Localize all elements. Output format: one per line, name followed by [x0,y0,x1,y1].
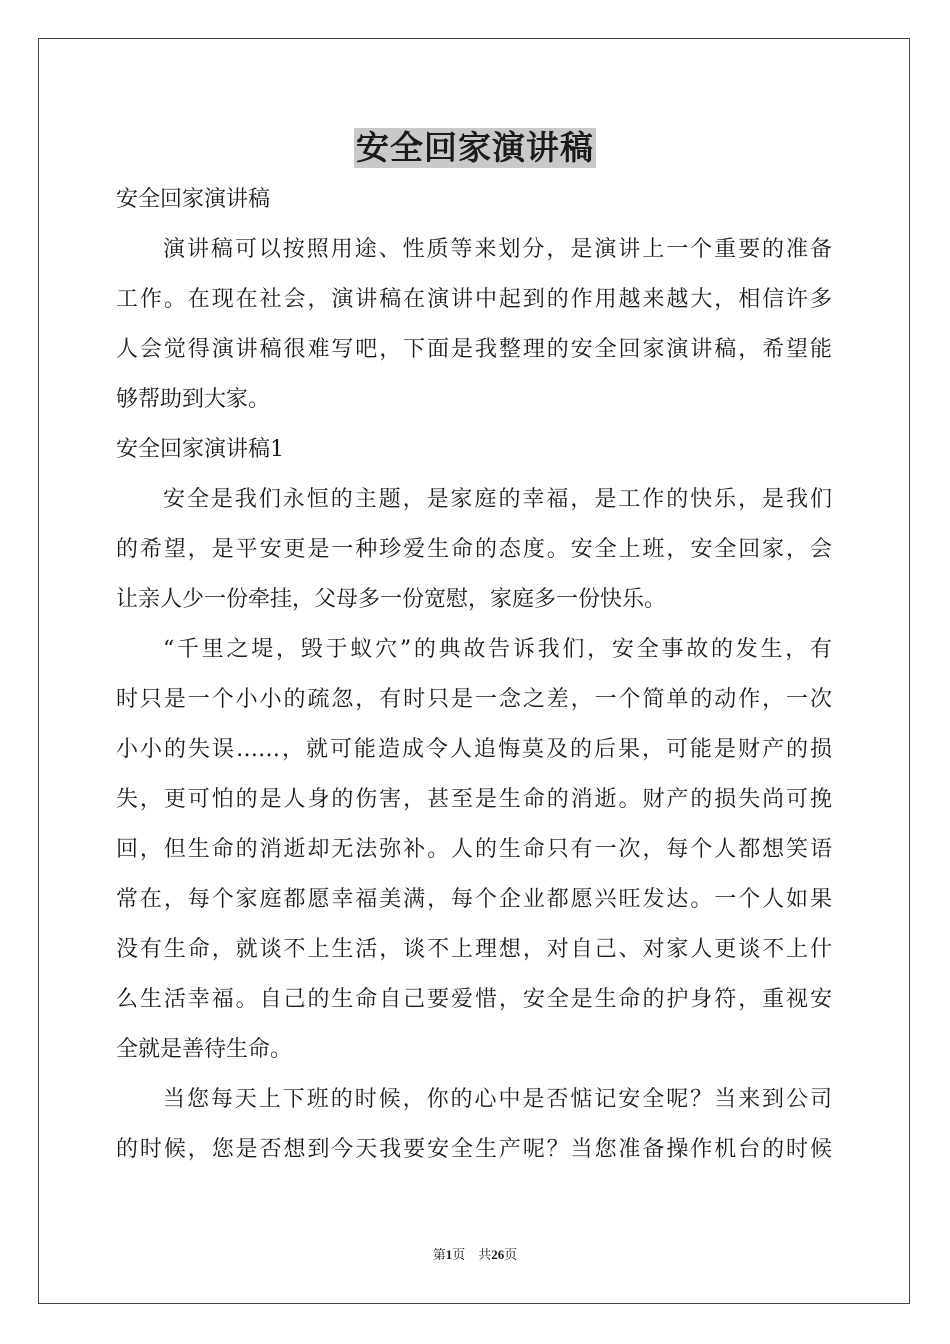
page-footer [0,1247,950,1263]
footer-page-number: 1 [445,1247,453,1262]
paragraph-line: 失，更可怕的是人身的伤害，甚至是生命的消逝。财产的损失尚可挽 [116,787,832,812]
footer-total-pages: 26 [491,1247,505,1262]
paragraph-line: 的希望，是平安更是一种珍爱生命的态度。安全上班，安全回家，会 [116,537,832,562]
document-body [116,175,832,1175]
paragraph-line: 么生活幸福。自己的生命自己要爱惜，安全是生命的护身符，重视安 [116,987,832,1012]
section-heading: 安全回家演讲稿1 [116,437,284,462]
paragraph-line: 回，但生命的消逝却无法弥补。人的生命只有一次，每个人都想笑语 [116,837,832,862]
paragraph-line: 没有生命，就谈不上生活，谈不上理想，对自己、对家人更谈不上什 [116,937,832,962]
paragraph-line: “千里之堤，毁于蚁穴”的典故告诉我们，安全事故的发生，有 [163,637,832,662]
title-container [0,128,950,168]
paragraph-line: 工作。在现在社会，演讲稿在演讲中起到的作用越来越大，相信许多 [116,287,832,312]
paragraph-line: 小小的失误……，就可能造成令人追悔莫及的后果，可能是财产的损 [116,737,832,762]
paragraph-line: 让亲人少一份牵挂，父母多一份宽慰，家庭多一份快乐。 [116,587,667,612]
paragraph-line: 够帮助到大家。 [116,387,271,412]
footer-middle: 页 共 [452,1247,492,1262]
paragraph-line: 人会觉得演讲稿很难写吧，下面是我整理的安全回家演讲稿，希望能 [116,337,832,362]
footer-prefix: 第 [432,1247,446,1262]
paragraph-line: 常在，每个家庭都愿幸福美满，每个企业都愿兴旺发达。一个人如果 [116,887,832,912]
paragraph-line: 时只是一个小小的疏忽，有时只是一念之差，一个简单的动作，一次 [116,687,832,712]
paragraph-line: 演讲稿可以按照用途、性质等来划分，是演讲上一个重要的准备 [163,237,832,262]
paragraph-line: 安全是我们永恒的主题，是家庭的幸福，是工作的快乐，是我们 [163,487,832,512]
paragraph-line: 当您每天上下班的时候，你的心中是否惦记安全呢？当来到公司 [163,1087,832,1112]
paragraph-line: 全就是善待生命。 [116,1037,293,1062]
document-title: 安全回家演讲稿 [356,128,594,167]
section-heading: 安全回家演讲稿 [116,187,271,212]
paragraph-line: 的时候，您是否想到今天我要安全生产呢？当您准备操作机台的时候 [116,1137,832,1162]
footer-suffix: 页 [504,1247,518,1262]
